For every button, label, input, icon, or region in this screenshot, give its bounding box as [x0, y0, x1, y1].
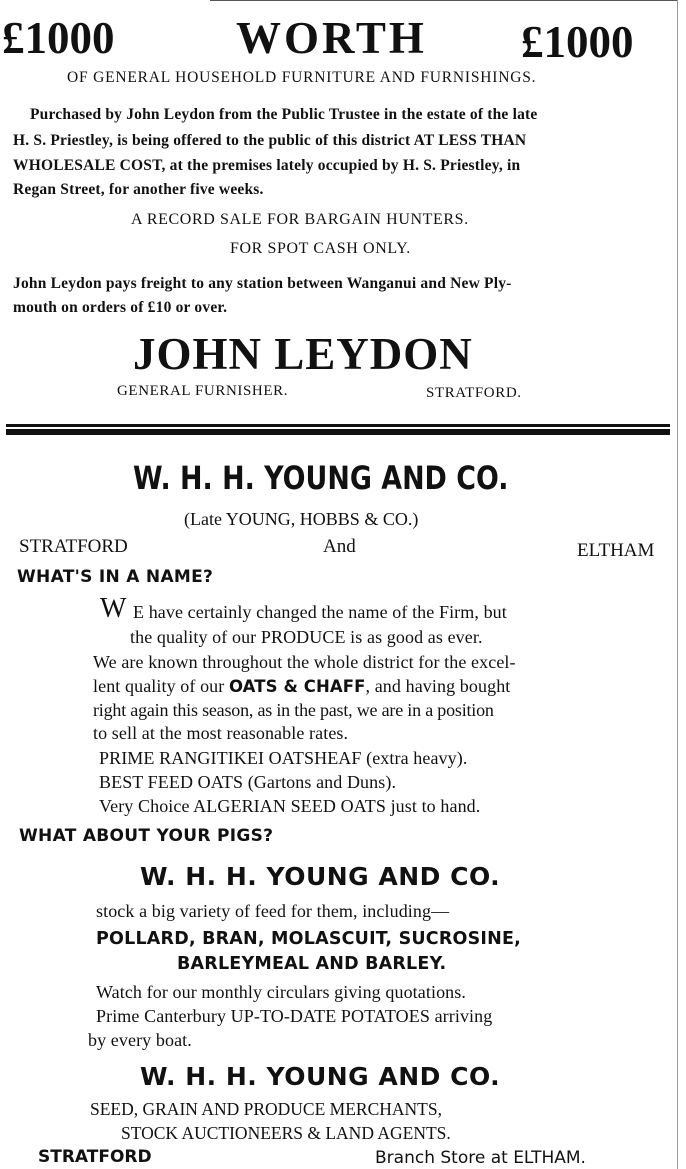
watch-line: Watch for our monthly circulars giving quotations.: [96, 982, 466, 1002]
ad1-para-line-4: Regan Street, for another five weeks.: [13, 181, 264, 198]
p1-line-2: the quality of our PRODUCE is as good as ever.: [130, 627, 483, 647]
product-item-3: Very Choice ALGERIAN SEED OATS just to hand.: [99, 796, 481, 816]
p2-line-2-text-a: lent quality of our: [93, 676, 229, 696]
drop-cap: W: [100, 593, 127, 624]
whats-in-a-name-heading: WHAT'S IN A NAME?: [17, 567, 214, 587]
potatoes-line-2: by every boat.: [88, 1030, 192, 1050]
ad1-para-line-3: WHOLESALE COST, at the premises lately occupied by H. S. Priestley, in: [13, 157, 521, 174]
price-right: £1000: [521, 17, 634, 67]
ad1-subtitle: OF GENERAL HOUSEHOLD FURNITURE AND FURNISHINGS.: [67, 69, 537, 86]
p2-line-2-text-c: , and having bought: [365, 676, 511, 696]
ad1-para-line-1: Purchased by John Leydon from the Public Trustee in the estate of the late: [30, 106, 538, 123]
p2-line-1: We are known throughout the whole district for the excel-: [93, 652, 516, 672]
p1-line-1: E have certainly changed the name of the Firm, but: [133, 602, 507, 622]
divider-thin: [6, 424, 670, 427]
ad1-para-line-2: H. S. Priestley, is being offered to the public of this district AT LESS THAN: [13, 132, 527, 149]
spot-cash-line: FOR SPOT CASH ONLY.: [230, 240, 411, 257]
p2-line-4: to sell at the most reasonable rates.: [93, 723, 349, 743]
trade-line-1: SEED, GRAIN AND PRODUCE MERCHANTS,: [90, 1099, 442, 1119]
feeds-line-2: BARLEYMEAL AND BARLEY.: [177, 954, 447, 974]
leydon-town: STRATFORD.: [426, 385, 522, 401]
right-border: [677, 0, 678, 1169]
location-and: And: [323, 536, 356, 557]
footer-left: STRATFORD: [38, 1147, 152, 1167]
trade-line-2: STOCK AUCTIONEERS & LAND AGENTS.: [121, 1123, 451, 1143]
firm-heading: W. H. H. YOUNG AND CO.: [133, 459, 509, 497]
p2-line-3: right again this season, as in the past, we are in a position: [93, 700, 494, 720]
divider-thick: [6, 429, 670, 435]
freight-line-2: mouth on orders of £10 or over.: [13, 299, 228, 316]
john-leydon-name: JOHN LEYDON: [133, 329, 473, 379]
top-border: [210, 0, 678, 1]
product-item-2: BEST FEED OATS (Gartons and Duns).: [99, 772, 397, 792]
pigs-heading: WHAT ABOUT YOUR PIGS?: [19, 826, 274, 846]
location-left: STRATFORD: [19, 536, 128, 557]
p2-line-2: [93, 676, 510, 697]
price-left: £1000: [2, 13, 115, 63]
late-name: (Late YOUNG, HOBBS & CO.): [184, 509, 419, 529]
product-item-1: PRIME RANGITIKEI OATSHEAF (extra heavy).: [99, 748, 468, 768]
freight-line-1: John Leydon pays freight to any station between Wanganui and New Ply-: [13, 275, 512, 292]
leydon-role: GENERAL FURNISHER.: [117, 383, 289, 399]
firm-heading-3: W. H. H. YOUNG AND CO.: [140, 1062, 501, 1091]
firm-heading-2: W. H. H. YOUNG AND CO.: [140, 862, 501, 891]
potatoes-line-1: Prime Canterbury UP-TO-DATE POTATOES arriving: [96, 1006, 493, 1026]
footer-right: Branch Store at ELTHAM.: [375, 1148, 586, 1168]
worth-heading: WORTH: [236, 13, 427, 63]
oats-chaff-emphasis: OATS & CHAFF: [228, 677, 366, 696]
record-sale-line: A RECORD SALE FOR BARGAIN HUNTERS.: [131, 211, 469, 228]
location-right: ELTHAM: [577, 540, 655, 561]
feeds-line-1: POLLARD, BRAN, MOLASCUIT, SUCROSINE,: [96, 929, 521, 949]
stock-line: stock a big variety of feed for them, including—: [96, 901, 450, 921]
